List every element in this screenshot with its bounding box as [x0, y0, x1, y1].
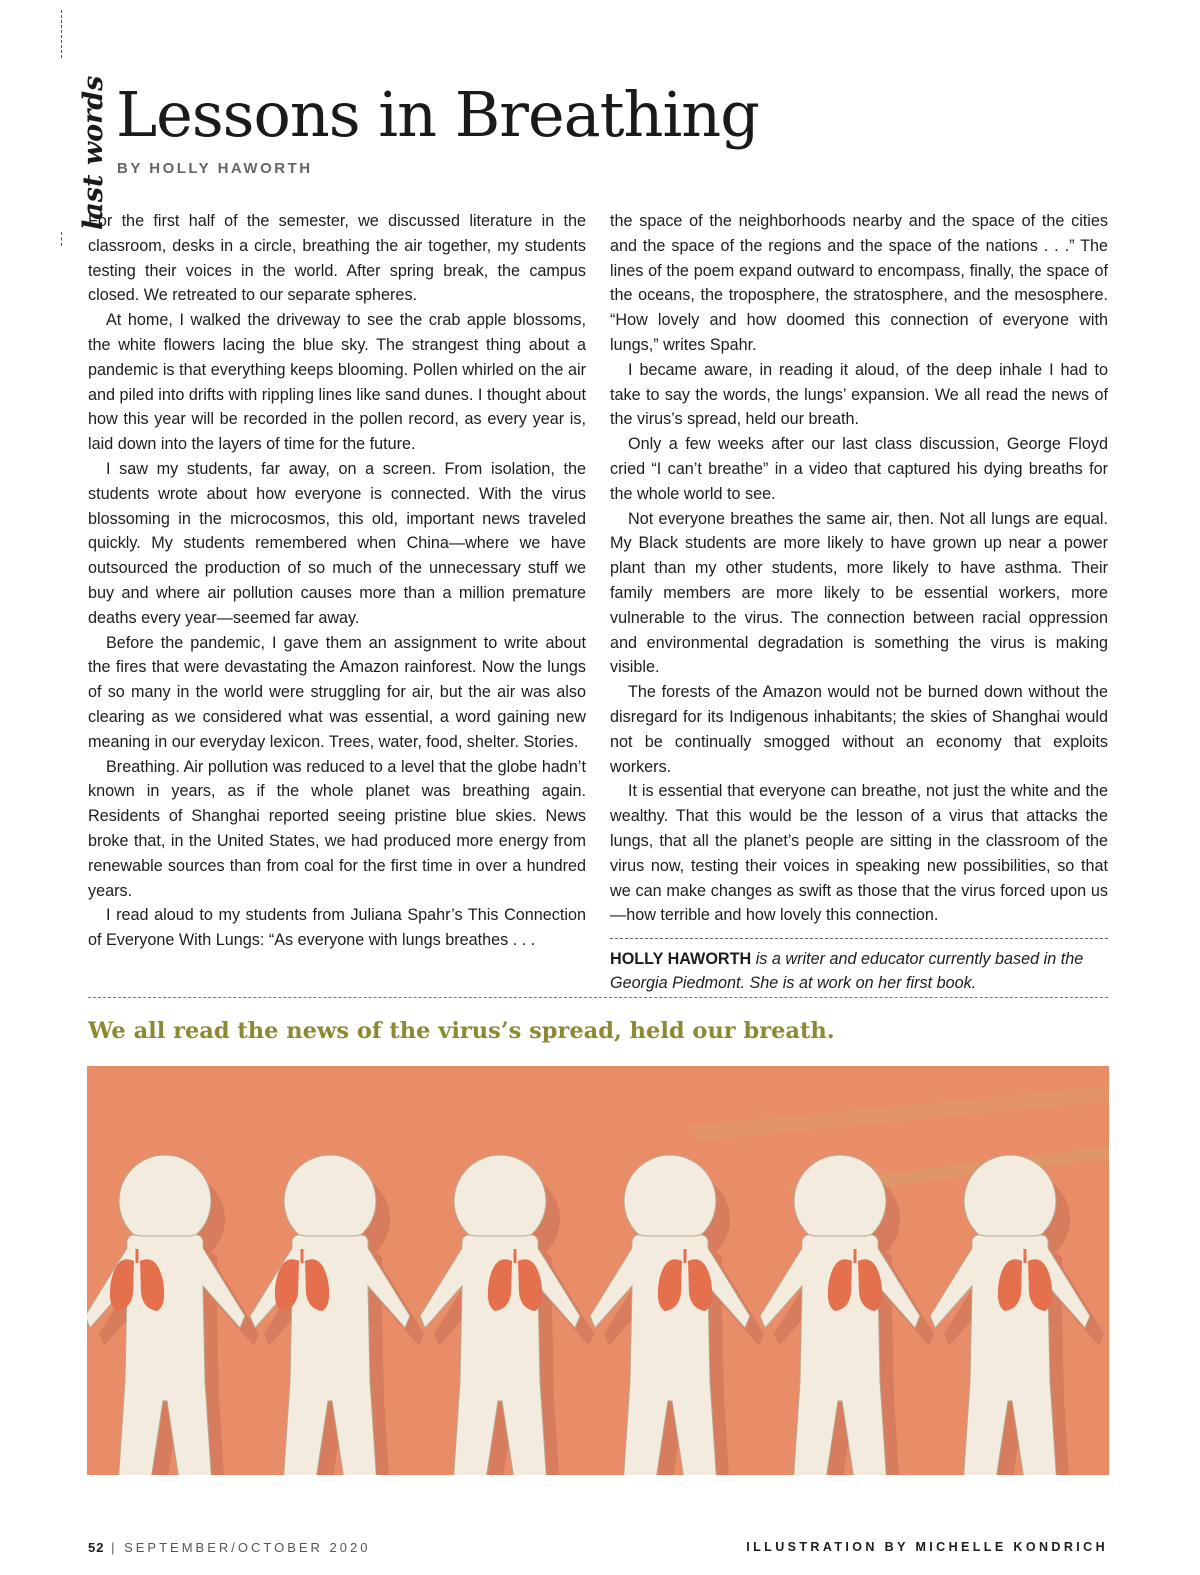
- author-bio: [610, 947, 1108, 995]
- paragraph: Only a few weeks after our last class discussion, George Floyd cried “I can’t breathe” in a video that captured his dying breaths for the whole world to see.: [610, 435, 1108, 503]
- byline: BY HOLLY HAWORTH: [117, 160, 313, 177]
- bio-divider: [610, 938, 1108, 939]
- footer-folio: 52 | SEPTEMBER/OCTOBER 2020: [88, 1540, 371, 1555]
- section-divider-bottom: [61, 232, 62, 246]
- article-column-right: [610, 209, 1108, 995]
- paragraph: I saw my students, far away, on a screen. From isolation, the students wrote about how everyone is connected. With the virus blossoming in the microcosmos, this old, important news traveled quickly. My students remembered when China—where we have outsourced the production of so much of the unnecessary stuff we buy and where air pollution causes more than a million premature deaths every year—seemed far away.: [88, 459, 586, 627]
- paragraph: I became aware, in reading it aloud, of the deep inhale I had to take to say the words, the lungs’ expansion. We all read the news of the virus’s spread, held our breath.: [610, 360, 1108, 429]
- article-column-left: [88, 209, 586, 953]
- illustration-credit: ILLUSTRATION BY MICHELLE KONDRICH: [746, 1540, 1108, 1554]
- paragraph: The forests of the Amazon would not be burned down without the disregard for its Indigenous inhabitants; the skies of Shanghai would not be continually smogged without an economy that exploits workers.: [610, 683, 1108, 776]
- pull-quote: We all read the news of the virus’s spread, held our breath.: [88, 1018, 835, 1044]
- paragraph: For the first half of the semester, we discussed literature in the classroom, desks in a circle, breathing the air together, my students testing their voices in the world. After spring break, the campus closed. We retreated to our separate spheres.: [88, 212, 586, 305]
- section-tab: [28, 10, 109, 240]
- article-title: Lessons in Breathing: [116, 78, 759, 151]
- author-name: HOLLY HAWORTH: [610, 950, 752, 969]
- section-divider-top: [61, 10, 62, 58]
- paragraph: the space of the neighborhoods nearby and the space of the cities and the space of the regions and the space of the nations . . .” The lines of the poem expand outward to encompass, finally, the space of the oceans, the troposphere, the stratosphere, and the mesosphere. “How lovely and how doomed this connection of everyone with lungs,” writes Spahr.: [610, 212, 1108, 354]
- paragraph: I read aloud to my students from Juliana Spahr’s This Connection of Everyone With Lungs: “As everyone with lungs breathes . . .: [88, 906, 586, 950]
- paragraph: Breathing. Air pollution was reduced to a level that the globe hadn’t known in years, as if the whole planet was breathing again. Residents of Shanghai reported seeing pristine blue skies. News broke that, in the United States, we had produced more energy from renewable sources than from coal for the first time in over a hundred years.: [88, 757, 586, 900]
- paragraph: It is essential that everyone can breathe, not just the white and the wealthy. That this would be the lesson of a virus that attacks the lungs, that all the planet’s people are sitting in the classroom of the virus now, testing their voices in speaking new possibilities, so that we can make changes as swift as those that the virus forced upon us—how terrible and how lovely this connection.: [610, 782, 1108, 925]
- section-divider: [88, 997, 1108, 998]
- paragraph: Before the pandemic, I gave them an assignment to write about the fires that were devastating the Amazon rainforest. Now the lungs of so many in the world were struggling for air, but the air was also clearing as we considered what was essential, a word gaining new meaning in our everyday lexicon. Trees, water, food, shelter. Stories.: [88, 633, 586, 751]
- section-label: last words: [78, 75, 109, 230]
- illustration-background: [87, 1066, 1109, 1475]
- paragraph: At home, I walked the driveway to see the crab apple blossoms, the white flowers lacing the blue sky. The strangest thing about a pandemic is that everything keeps blooming. Pollen whirled on the air and piled into drifts with rippling lines like sand dunes. I thought about how this year will be recorded in the pollen record, as every year is, laid down into the layers of time for the future.: [88, 311, 586, 454]
- page-number: 52: [88, 1540, 105, 1555]
- paper-doll-illustration: [87, 1066, 1109, 1475]
- issue-date: SEPTEMBER/OCTOBER 2020: [124, 1540, 371, 1555]
- author-bio-text: is a writer and educator currently based in the Georgia Piedmont. She is at work on her first book.: [610, 950, 1084, 993]
- paragraph: Not everyone breathes the same air, then. Not all lungs are equal. My Black students are more likely to have grown up near a power plant than my other students, more likely to have asthma. Their family members are more likely to be essential workers, more vulnerable to the virus. The connection between racial oppression and environmental degradation is something the virus is making visible.: [610, 509, 1108, 677]
